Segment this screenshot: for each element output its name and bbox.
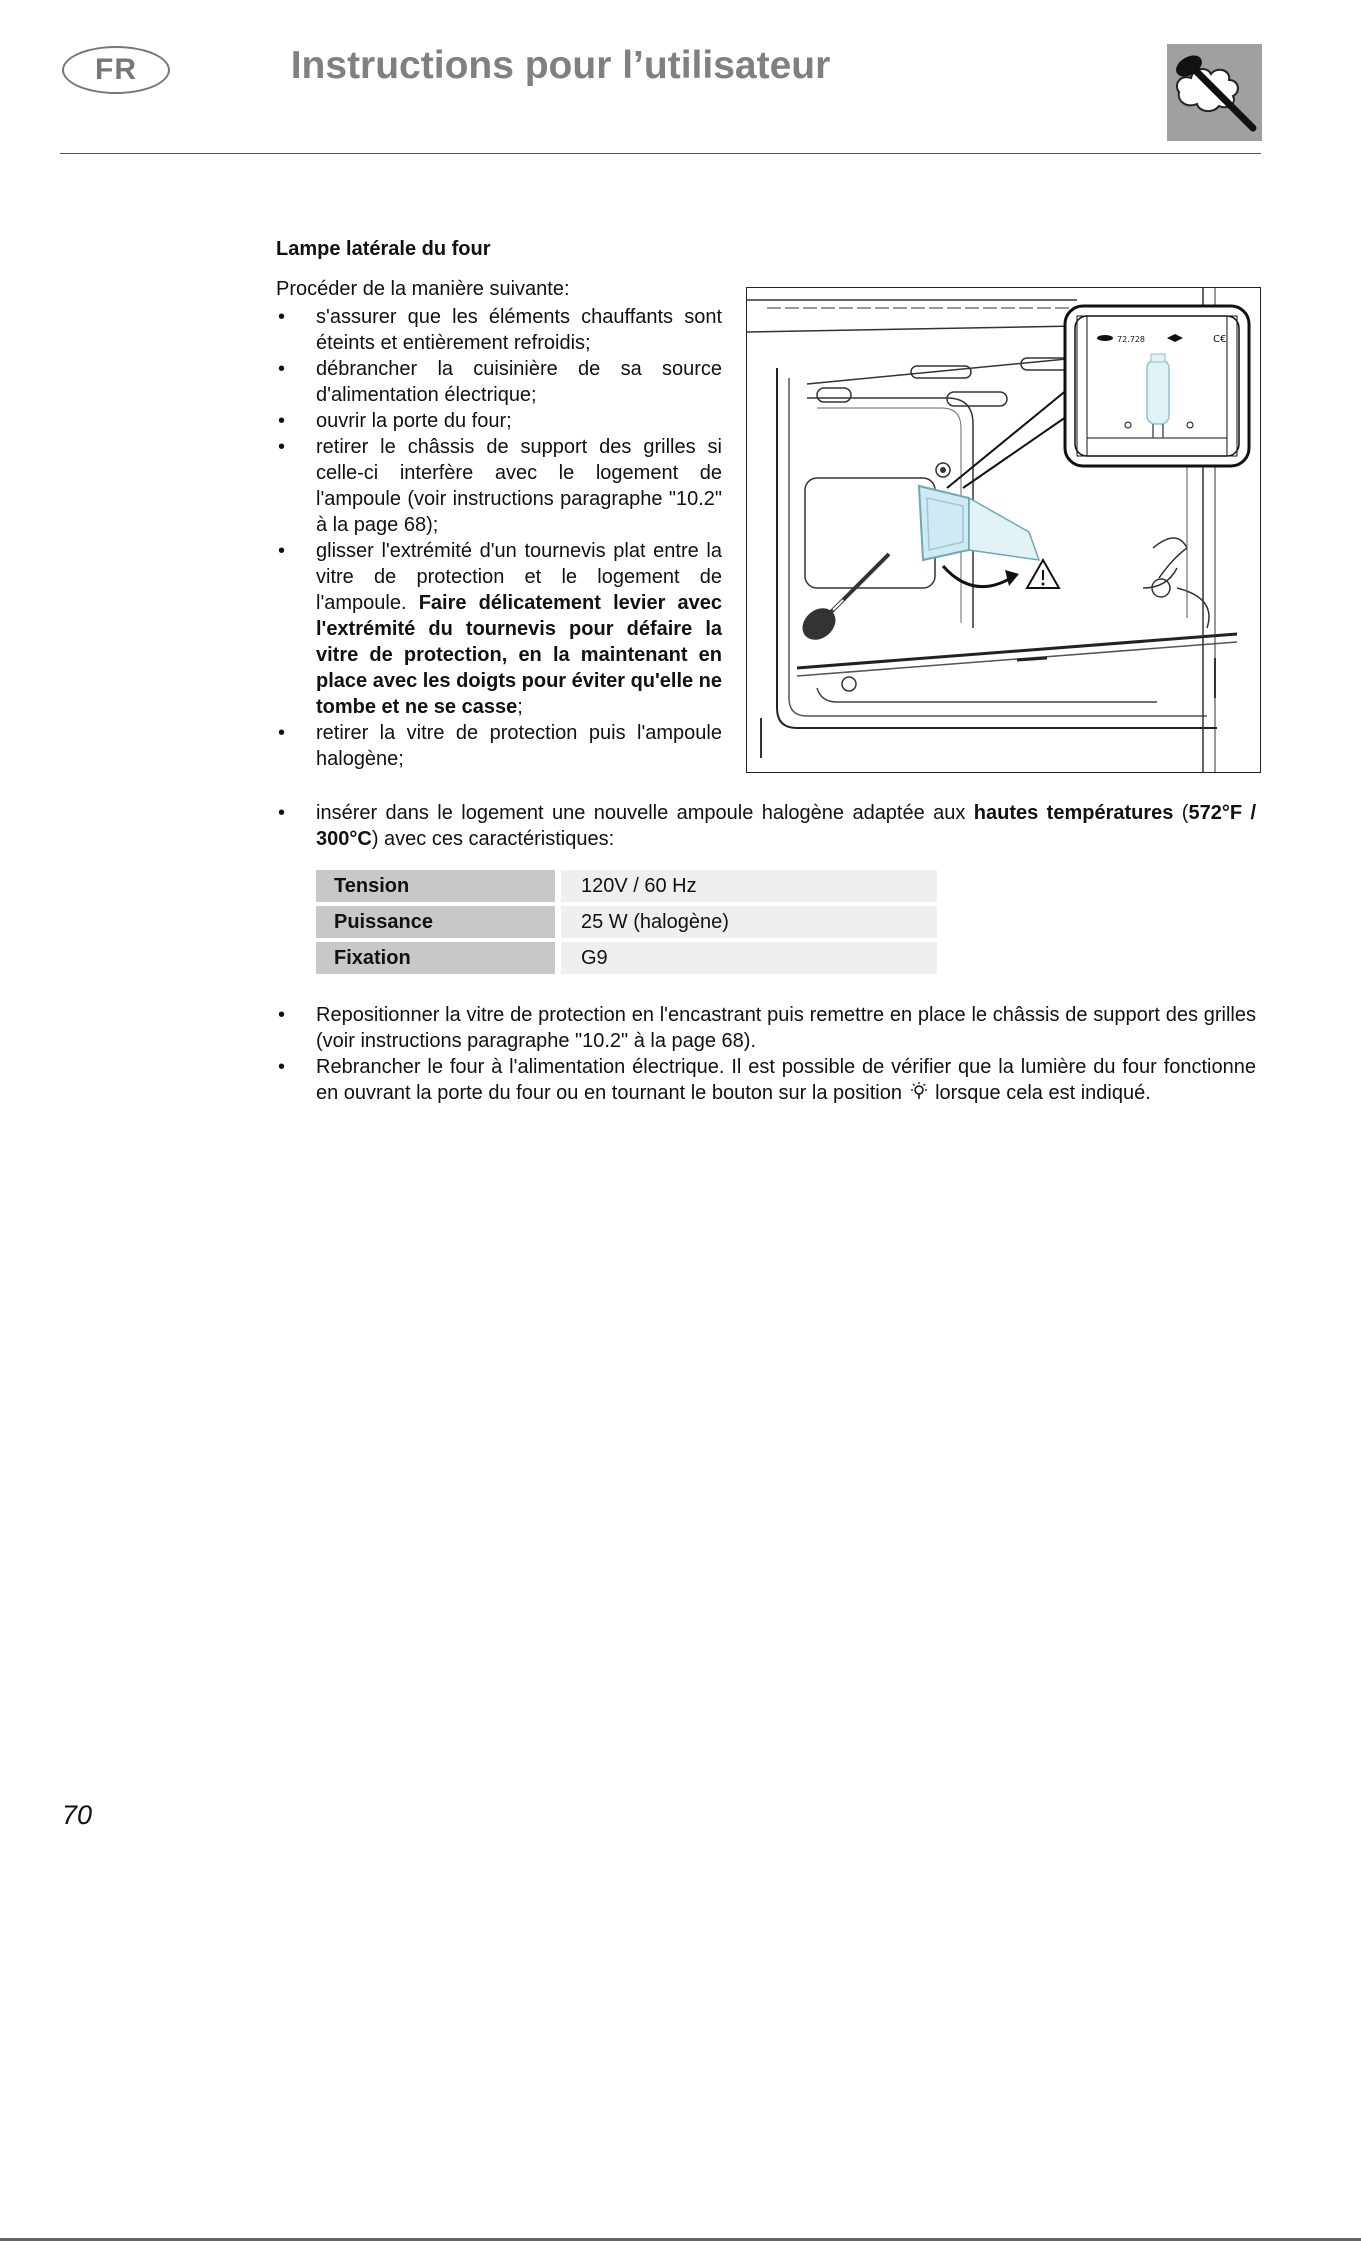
table-row (316, 906, 937, 938)
bold-text: hautes températures (973, 802, 1174, 824)
list-item (276, 800, 1256, 852)
oven-lamp-illustration (746, 287, 1261, 773)
spec-label: Puissance (316, 906, 555, 938)
step-text: insérer dans le logement une nouvelle ampoule halogène adaptée aux (316, 802, 974, 824)
page-title: Instructions pour l’utilisateur (290, 44, 831, 87)
spec-value: G9 (561, 942, 937, 974)
header-divider (60, 153, 1261, 154)
chef-spoon-icon (1167, 44, 1262, 141)
list-item: • Repositionner la vitre de protection en l'encastrant puis remettre en place le châssis de support des grilles (voir instructions paragraphe "10.2" à la page 68). (276, 1002, 1256, 1054)
spec-value: 25 W (halogène) (561, 906, 937, 938)
lamp-icon (908, 1081, 930, 1101)
language-badge: FR (62, 46, 170, 94)
final-steps-list (276, 1002, 1256, 1106)
list-item: • retirer le châssis de support des grilles si celle-ci interfère avec le logement de l'ampoule (voir instructions paragraphe "10.2" à la page 68); (276, 434, 722, 538)
list-item (276, 1054, 1256, 1106)
spec-value: 120V / 60 Hz (561, 870, 937, 902)
step-text: ( (1173, 802, 1189, 824)
warning-bold-text: Faire délicatement levier avec l'extrémité du tournevis pour défaire la vitre de protection, en la maintenant en place avec les doigts pour éviter qu'elle ne tombe et ne se casse (316, 592, 723, 718)
steps-list (276, 304, 722, 772)
table-row (316, 942, 937, 974)
figure-label-code: 72.728 (1117, 335, 1145, 344)
spec-label: Tension (316, 870, 555, 902)
table-row (316, 870, 937, 902)
list-item: • retirer la vitre de protection puis l'ampoule halogène; (276, 720, 722, 772)
step-text: glisser l'extrémité d'un tournevis plat entre la vitre de protection et le logement de l'ampoule. (316, 540, 722, 614)
steps-list-continued (276, 800, 1256, 852)
bulb-spec-table (316, 866, 937, 978)
spec-label: Fixation (316, 942, 555, 974)
step-text: Rebrancher le four à l'alimentation électrique. Il est possible de vérifier que la lumière du four fonctionne en ouvrant la porte du four ou en tournant le bouton sur la position (316, 1056, 1256, 1104)
ce-mark: C€ (1213, 334, 1227, 345)
list-item: • ouvrir la porte du four; (276, 408, 722, 434)
section-title: Lampe latérale du four (276, 238, 491, 260)
step-text: ) avec ces caractéristiques: (371, 828, 615, 850)
bold-text: 572°F / 300°C (316, 802, 1256, 850)
bullet: • (278, 802, 286, 824)
intro-text: Procéder de la manière suivante: (276, 278, 570, 300)
list-item: • glisser l'extrémité d'un tournevis plat entre la vitre de protection et le logement de l'ampoule. Faire délicatement levier avec l'extrémité du tournevis pour défaire la vitre de protection, en la maintenant en place avec les doigts pour éviter qu'elle ne tombe et ne se casse; (276, 538, 722, 720)
list-item: • débrancher la cuisinière de sa source d'alimentation électrique; (276, 356, 722, 408)
step-text: lorsque cela est indiqué. (929, 1082, 1151, 1104)
page-number: 70 (62, 1800, 93, 1830)
list-item: • s'assurer que les éléments chauffants sont éteints et entièrement refroidis; (276, 304, 722, 356)
